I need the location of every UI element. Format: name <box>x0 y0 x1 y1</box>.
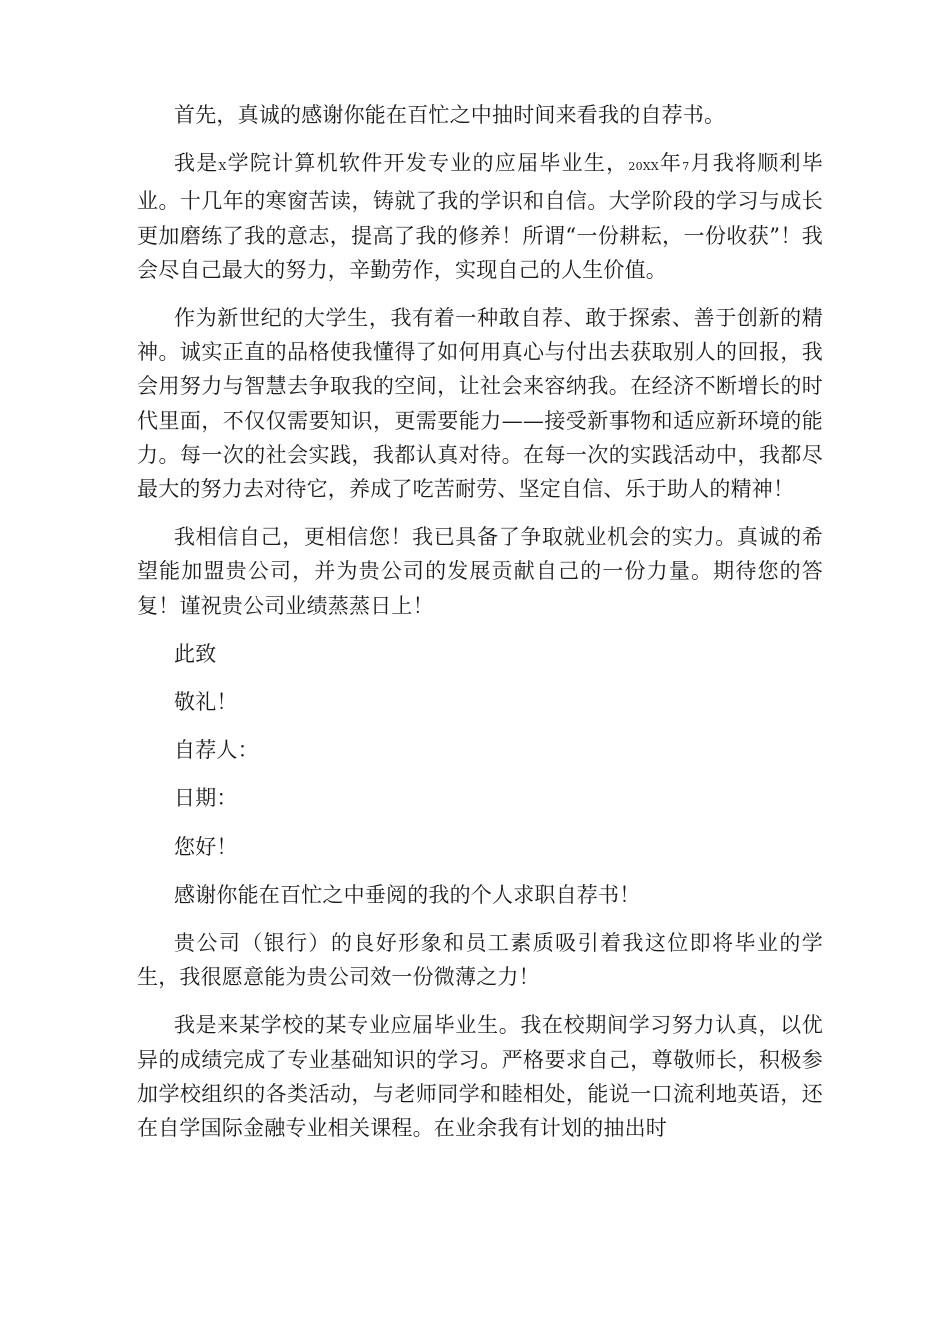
paragraph-thanks <box>137 878 823 912</box>
paragraph-text: 贵公司（银行）的良好形象和员工素质吸引着我这位即将毕业的学生，我很愿意能为贵公司效一份微薄之力！ <box>137 931 823 990</box>
paragraph-text: 我相信自己，更相信您！我已具备了争取就业机会的实力。真诚的希望能加盟贵公司，并为贵公司的发展贡献自己的一份力量。期待您的答复！谨祝贵公司业绩蒸蒸日上！ <box>137 525 823 618</box>
month-number: 7 <box>682 160 690 174</box>
paragraph-introduction <box>137 146 823 287</box>
paragraph-company <box>137 926 823 994</box>
paragraph-text: 您好！ <box>174 834 238 859</box>
paragraph-text: 感谢你能在百忙之中垂阅的我的个人求职自荐书！ <box>174 882 641 907</box>
college-placeholder: X <box>218 160 227 174</box>
paragraph-text: 作为新世纪的大学生，我有着一种敢自荐、敢于探索、善于创新的精神。诚实正直的品格使我懂得了如何用真心与付出去获取别人的回报，我会用努力与智慧去争取我的空间，让社会来容纳我。在经济不断增长的时代里面，不仅仅需要知识，更需要能力——接受新事物和适应新环境的能力。每一次的社会实践，我都认真对待。在每一次的实践活动中，我都尽最大的努力去对待它，养成了吃苦耐劳、坚定自信、乐于助人的精神！ <box>137 306 823 502</box>
year-placeholder: 20XX <box>628 160 659 174</box>
date-line <box>137 781 823 815</box>
text-segment: 我是 <box>174 151 219 176</box>
paragraph-character <box>137 301 823 506</box>
closing-regards <box>137 685 823 719</box>
text-segment: 学院计算机软件开发专业的应届毕业生， <box>226 151 629 176</box>
paragraph-opening <box>137 98 823 132</box>
letter-body <box>137 98 823 1159</box>
paragraph-text: 敬礼！ <box>174 690 238 715</box>
paragraph-text: 首先，真诚的感谢你能在百忙之中抽时间来看我的自荐书。 <box>174 103 726 127</box>
paragraph-confidence <box>137 520 823 623</box>
greeting <box>137 830 823 864</box>
paragraph-text: 自荐人： <box>174 738 259 763</box>
paragraph-text: 日期： <box>174 786 238 811</box>
text-segment: 年 <box>658 151 683 176</box>
signature-line <box>137 733 823 767</box>
paragraph-text: 此致 <box>174 641 217 666</box>
text-segment: 月我将顺利毕业。十几年的寒窗苦读，铸就了我的学识和自信。大学阶段的学习与成长更加磨练了我的意志，提高了我的修养！所谓“一份耕耘，一份收获”！我会尽自己最大的努力，辛勤劳作，实现自己的人生价值。 <box>137 151 823 282</box>
paragraph-background <box>137 1008 823 1145</box>
paragraph-text: 我是来某学校的某专业应届毕业生。我在校期间学习努力认真，以优异的成绩完成了专业基础知识的学习。严格要求自己，尊敬师长，积极参加学校组织的各类活动，与老师同学和睦相处，能说一口流利地英语，还在自学国际金融专业相关课程。在业余我有计划的抽出时 <box>137 1013 823 1141</box>
closing-salutation <box>137 637 823 671</box>
